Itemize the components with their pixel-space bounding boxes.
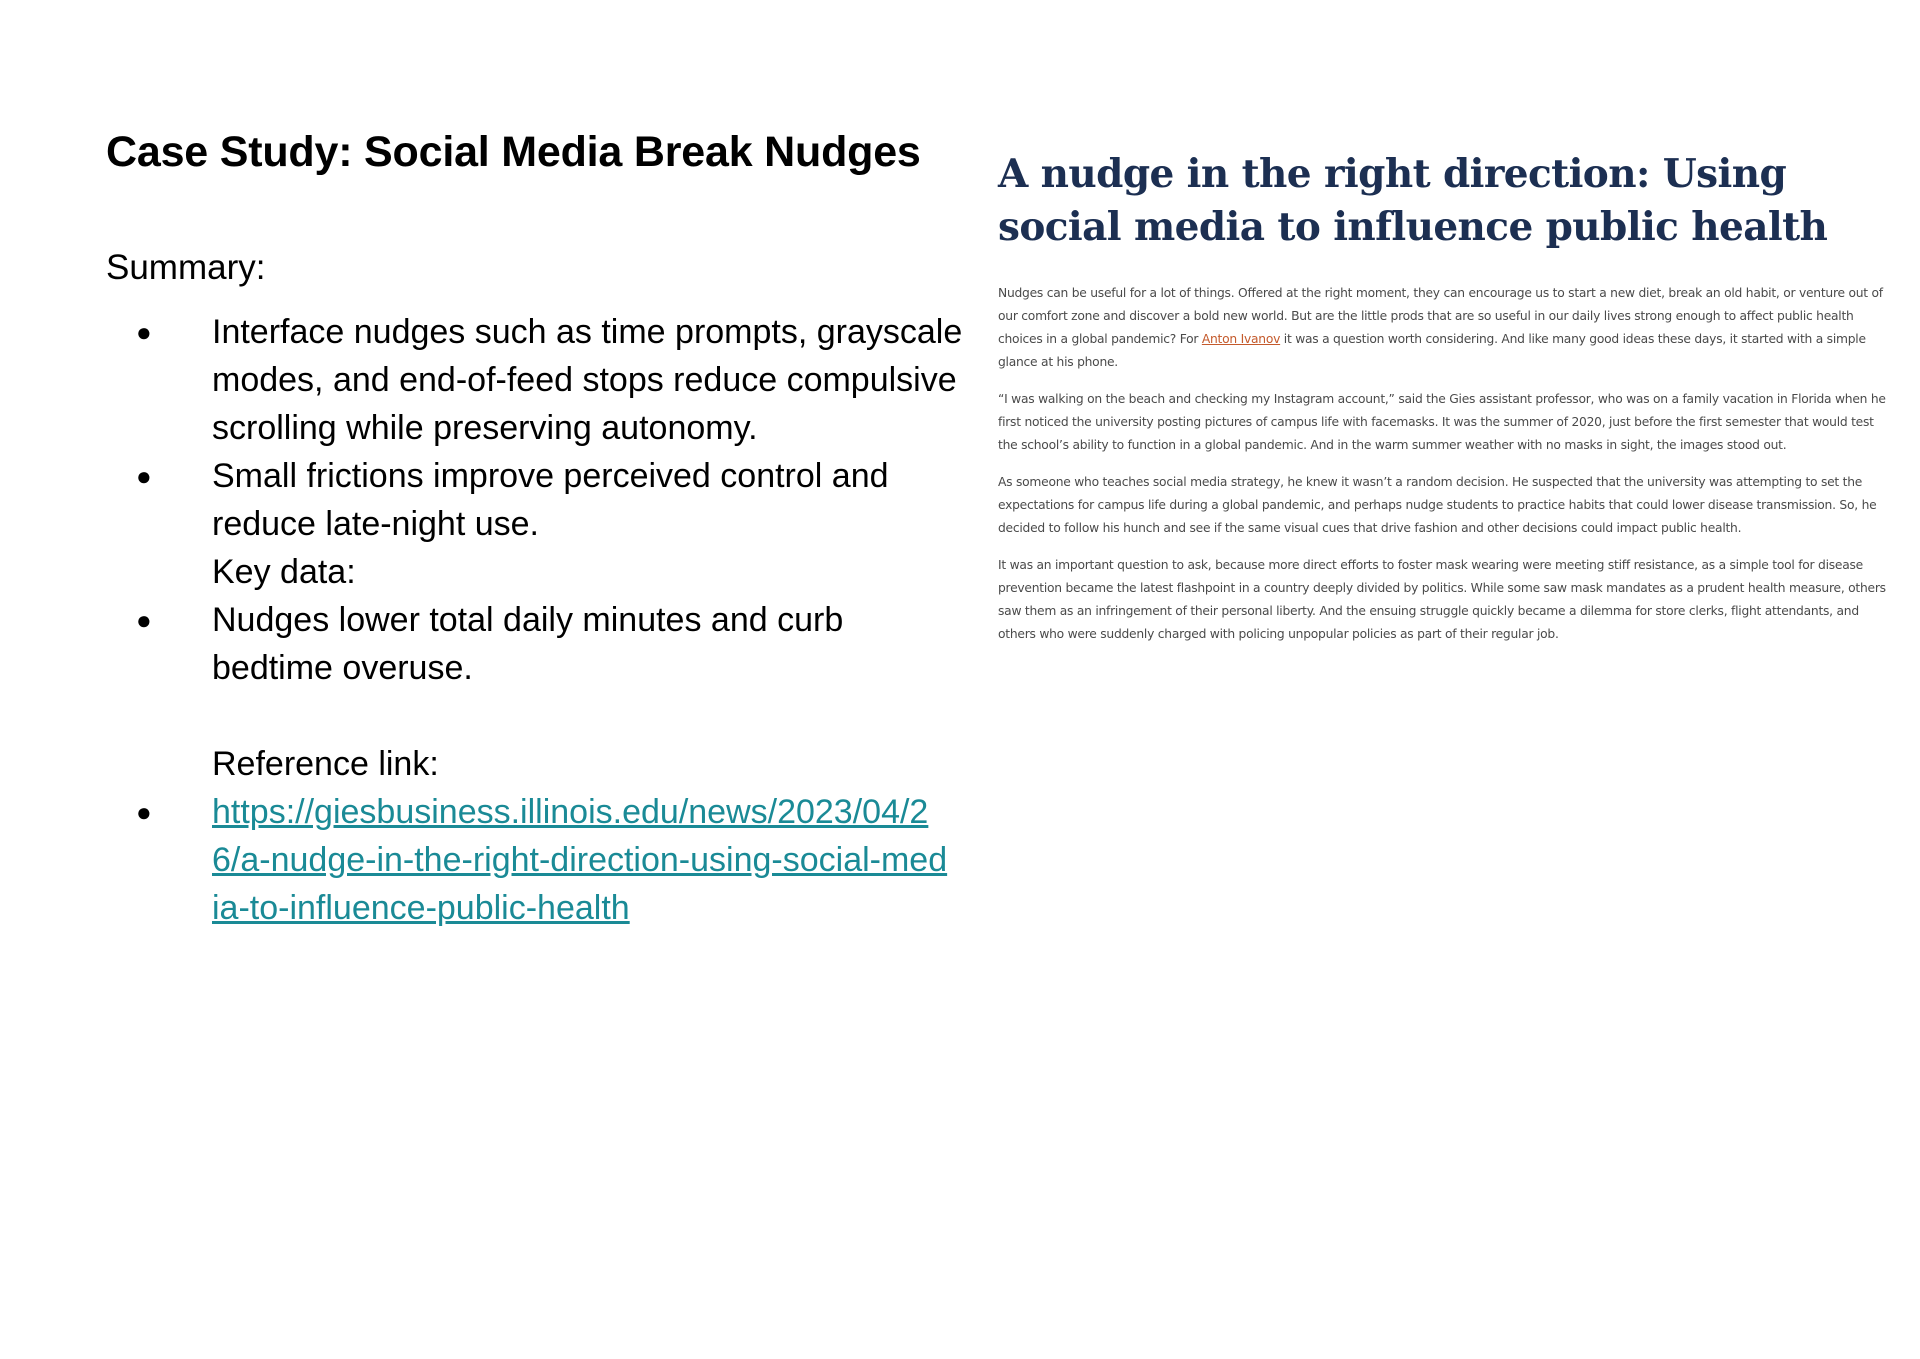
summary-label: Summary: — [106, 248, 266, 287]
page-title: Case Study: Social Media Break Nudges — [106, 128, 921, 176]
article-body — [998, 282, 1886, 646]
reference-link[interactable]: https://giesbusiness.illinois.edu/news/2023/04/26/a-nudge-in-the-right-direction-using-social-media-to-influence-public-health — [212, 793, 948, 927]
case-study-column — [106, 122, 966, 932]
key-data-label: Key data: — [212, 553, 356, 591]
article-paragraph: It was an important question to ask, because more direct efforts to foster mask wearing were meeting stiff resistance, as a simple tool for disease prevention became the latest flashpoint in a country deeply divided by politics. While some saw mask mandates as a prudent health measure, others saw them as an infringement of their personal liberty. And the ensuing struggle quickly became a dilemma for store clerks, flight attendants, and others who were suddenly charged with policing unpopular policies as part of their regular job. — [998, 558, 1886, 641]
reference-list — [106, 788, 966, 932]
bullet-icon: ● — [136, 605, 152, 635]
list-item — [106, 596, 966, 692]
bullet-icon: ● — [136, 317, 152, 347]
reference-label: Reference link: — [212, 745, 439, 783]
list-item — [106, 308, 966, 452]
list-item — [106, 788, 966, 932]
article-paragraph: As someone who teaches social media strategy, he knew it wasn’t a random decision. He suspected that the university was attempting to set the expectations for campus life during a global pandemic, and perhaps nudge students to practice habits that could lower disease transmission. So, he decided to follow his hunch and see if the same visual cues that drive fashion and other decisions could impact public health. — [998, 475, 1877, 535]
article-title: A nudge in the right direction: Using social media to influence public health — [998, 151, 1828, 250]
bullet-text: Interface nudges such as time prompts, grayscale modes, and end-of-feed stops reduce compulsive scrolling while preserving autonomy. — [212, 313, 963, 447]
key-data-list — [106, 596, 966, 692]
article-paragraph: “I was walking on the beach and checking my Instagram account,” said the Gies assistant professor, who was on a family vacation in Florida when he first noticed the university posting pictures of campus life with facemasks. It was the summer of 2020, just before the first semester that would test the school’s ability to function in a global pandemic. And in the warm summer weather with no masks in sight, the images stood out. — [998, 392, 1886, 452]
summary-list — [106, 308, 966, 548]
list-item — [106, 452, 966, 548]
bullet-text: Small frictions improve perceived control and reduce late-night use. — [212, 457, 889, 543]
bullet-icon: ● — [136, 797, 152, 827]
bullet-text: Nudges lower total daily minutes and curb bedtime overuse. — [212, 601, 844, 687]
article-screenshot — [998, 148, 1886, 660]
bullet-icon: ● — [136, 461, 152, 491]
article-paragraph: Nudges can be useful for a lot of things. Offered at the right moment, they can encourage us to start a new diet, break an old habit, or venture out of our comfort zone and discover a bold new world. But are the little prods that are so useful in our daily lives strong enough to affect public health choices in a global pandemic? For Anton Ivanov it was a question worth considering. And like many good ideas these days, it started with a simple glance at his phone. — [998, 286, 1883, 369]
author-link[interactable]: Anton Ivanov — [1201, 332, 1281, 346]
